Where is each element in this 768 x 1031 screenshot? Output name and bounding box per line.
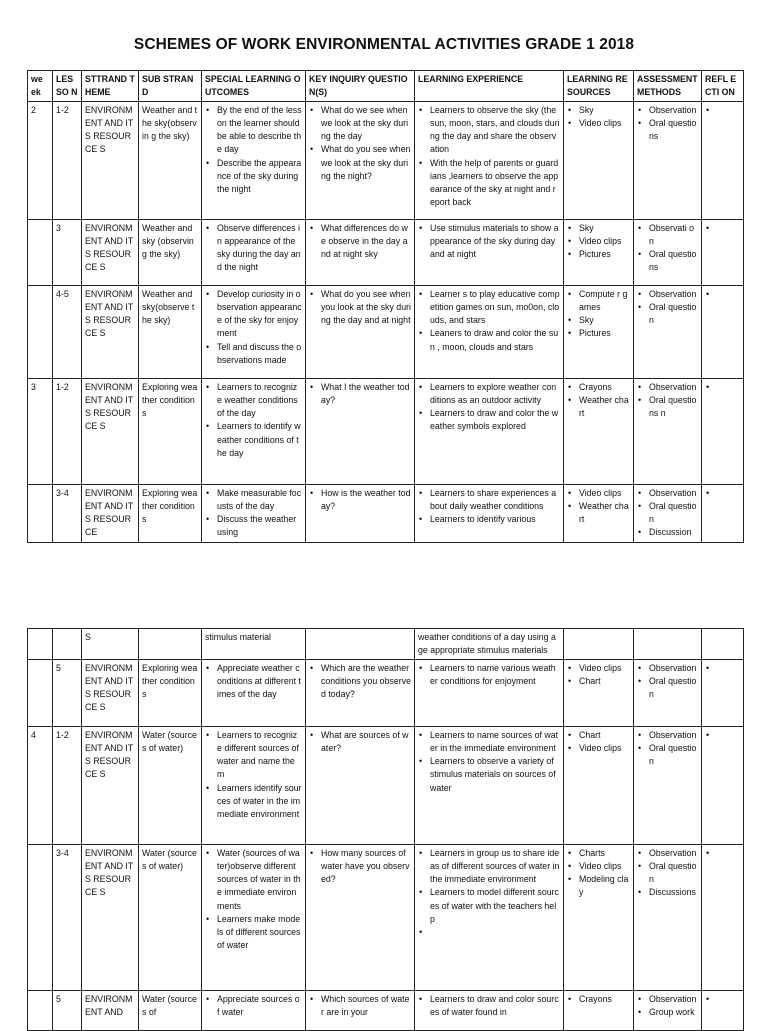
cell-week: 4 (28, 727, 53, 845)
cell-questions-list (309, 222, 411, 261)
list-item: • Make measurable focusts of the day (217, 487, 302, 513)
list-item: • Crayons (579, 993, 630, 1006)
cell-theme: S (82, 629, 139, 660)
cell-experience: weather conditions of a day using age appropriate stimulus materials (415, 629, 564, 660)
cell-lesson: 4-5 (53, 286, 82, 379)
cell-sub-strand: Weather and the sky(observin g the sky) (139, 102, 202, 220)
cell-theme: ENVIRONM ENT AND ITS RESOURCE S (82, 286, 139, 379)
cell-resources-list (567, 847, 630, 899)
cell-week (28, 286, 53, 379)
list-item: • By the end of the lesson the learner should be able to describe the day (217, 104, 302, 156)
cell-outcomes-list (205, 847, 302, 952)
cell-lesson: 5 (53, 660, 82, 727)
cell-outcomes (202, 727, 306, 845)
cell-outcomes-list (205, 104, 302, 196)
cell-lesson: 3-4 (53, 845, 82, 991)
list-item: • Oral questions n (649, 394, 698, 420)
list-item: • Learners to explore weather conditions as an outdoor activity (430, 381, 560, 407)
cell-questions-list (309, 487, 411, 513)
list-item: • Describe the appearance of the sky during the night (217, 157, 302, 196)
cell-resources-list (567, 729, 630, 755)
table-row (28, 102, 744, 220)
cell-sub-strand: Water (sources of (139, 991, 202, 1031)
cell-assessment (634, 845, 702, 991)
cell-reflection (702, 845, 744, 991)
list-item: • Video clips (579, 117, 630, 130)
cell-reflection (702, 102, 744, 220)
cell-resources (564, 220, 634, 286)
cell-resources (564, 379, 634, 485)
list-item: • Video clips (579, 487, 630, 500)
cell-sub-strand: Weather and sky (observing the sky) (139, 220, 202, 286)
cell-lesson: 3-4 (53, 485, 82, 542)
list-item: • Oral question (649, 860, 698, 886)
list-item: • What I the weather today? (321, 381, 411, 407)
cell-experience (415, 991, 564, 1031)
cell-week (28, 991, 53, 1031)
list-item: • Learners to name various weather conditions for enjoyment (430, 662, 560, 688)
list-item: • Develop curiosity in observation appearance of the sky for enjoyment (217, 288, 302, 340)
list-item: • Chart (579, 729, 630, 742)
cell-lesson: 1-2 (53, 727, 82, 845)
list-item: • Learners to recognize different sources of water and name them (217, 729, 302, 781)
list-item: • Appreciate weather conditions at different times of the day (217, 662, 302, 701)
scheme-table-page-2 (27, 628, 744, 1031)
list-item: • Leaners to draw and color the sun , moon, clouds and stars (430, 327, 560, 353)
document-title: SCHEMES OF WORK ENVIRONMENTAL ACTIVITIES GRADE 1 2018 (133, 36, 635, 53)
cell-experience-list (418, 729, 560, 794)
cell-experience (415, 845, 564, 991)
cell-experience (415, 102, 564, 220)
cell-assessment-list (637, 288, 698, 327)
table-row (28, 727, 744, 845)
cell-theme: ENVIRONM ENT AND ITS RESOURCE S (82, 845, 139, 991)
list-item: • Which sources of water are in your (321, 993, 411, 1019)
cell-resources (564, 845, 634, 991)
list-item: • Observation (649, 288, 698, 301)
header-inquiry-questions: KEY INQUIRY QUESTION(S) (306, 71, 415, 102)
list-item: • Discussion (649, 526, 698, 539)
list-item: • Oral questions (649, 117, 698, 143)
cell-sub-strand: Weather and sky(observe the sky) (139, 286, 202, 379)
list-item: • Learners to identify weather conditions of the day (217, 420, 302, 459)
cell-theme: ENVIRONM ENT AND (82, 991, 139, 1031)
header-lesson: LES SO N (53, 71, 82, 102)
cell-assessment (634, 991, 702, 1031)
cell-sub-strand: Exploring weather conditions (139, 660, 202, 727)
table-row (28, 660, 744, 727)
cell-assessment (634, 660, 702, 727)
cell-questions-list (309, 288, 411, 327)
cell-outcomes (202, 660, 306, 727)
cell-questions-list (309, 847, 411, 886)
scheme-table-page-1 (27, 70, 744, 543)
list-item: • Video clips (579, 860, 630, 873)
list-item: • Learners in group us to share ideas of different sources of water in the immediate environment (430, 847, 560, 886)
cell-reflection (702, 286, 744, 379)
list-item: • Pictures (579, 248, 630, 261)
cell-questions (306, 845, 415, 991)
cell-assessment-list (637, 104, 698, 143)
cell-experience-list (418, 847, 560, 926)
cell-outcomes-list (205, 381, 302, 460)
list-item: • Oral questions (649, 248, 698, 274)
list-item: • What are sources of water? (321, 729, 411, 755)
list-item: • How many sources of water have you observed? (321, 847, 411, 886)
cell-questions (306, 991, 415, 1031)
cell-experience (415, 727, 564, 845)
cell-resources-list (567, 222, 630, 261)
cell-questions (306, 727, 415, 845)
cell-resources-list (567, 993, 630, 1006)
cell-reflection (702, 485, 744, 542)
header-learning-experience: LEARNING EXPERIENCE (415, 71, 564, 102)
list-item: • Weather chart (579, 394, 630, 420)
list-item: • Observati on (649, 222, 698, 248)
list-item: • Sky (579, 314, 630, 327)
header-row (28, 71, 744, 102)
list-item: • What do you see when we look at the sky during the night? (321, 143, 411, 182)
header-strand-theme: STTRAND THEME (82, 71, 139, 102)
cell-experience-list (418, 487, 560, 526)
cell-experience-list (418, 288, 560, 353)
cell-theme: ENVIRONM ENT AND ITS RESOURCE S (82, 379, 139, 485)
cell-outcomes (202, 102, 306, 220)
header-assessment-methods: ASSESSMENT METHODS (634, 71, 702, 102)
list-item: • Sky (579, 222, 630, 235)
cell-experience (415, 286, 564, 379)
cell-theme: ENVIRONM ENT AND ITS RESOURCE S (82, 220, 139, 286)
list-item: • Learners to model different sources of water with the teachers help (430, 886, 560, 925)
cell-experience (415, 485, 564, 542)
cell-week (28, 845, 53, 991)
list-item: • Group work (649, 1006, 698, 1019)
list-item: • Discuss the weather using (217, 513, 302, 539)
cell-questions (306, 485, 415, 542)
list-item: • Oral question (649, 742, 698, 768)
cell-questions-list (309, 993, 411, 1019)
cell-week (28, 220, 53, 286)
cell-week (28, 485, 53, 542)
list-item: • Discussions (649, 886, 698, 899)
cell-questions (306, 220, 415, 286)
list-item: • Observation (649, 487, 698, 500)
cell-questions (306, 286, 415, 379)
cell-assessment-list (637, 662, 698, 701)
list-item: • Observation (649, 381, 698, 394)
list-item: • Observation (649, 662, 698, 675)
cell-lesson: 1-2 (53, 379, 82, 485)
list-item: • How is the weather today? (321, 487, 411, 513)
cell-reflection (702, 379, 744, 485)
cell-outcomes-list (205, 222, 302, 274)
list-item: • Observation (649, 104, 698, 117)
list-item: • Observation (649, 993, 698, 1006)
list-item: • Observation (649, 729, 698, 742)
list-item: • With the help of parents or guardians ,learners to observe the appearance of the sky at night and report back (430, 157, 560, 209)
list-item: • Learners to draw and color the weather symbols explored (430, 407, 560, 433)
list-item: • Oral question (649, 301, 698, 327)
cell-experience-list (418, 104, 560, 209)
cell-experience-list (418, 381, 560, 433)
cell-experience-list (418, 662, 560, 688)
cell-experience (415, 220, 564, 286)
cell-outcomes (202, 379, 306, 485)
cell-experience (415, 660, 564, 727)
cell-theme: ENVIRONM ENT AND ITS RESOURCE S (82, 727, 139, 845)
cell-outcomes (202, 220, 306, 286)
table-row (28, 220, 744, 286)
cell-sub-strand: Water (sources of water) (139, 845, 202, 991)
table-row (28, 845, 744, 991)
cell-assessment (634, 220, 702, 286)
cell-theme: ENVIRONM ENT AND ITS RESOURCE S (82, 660, 139, 727)
header-learning-resources: LEARNING RESOURCES (564, 71, 634, 102)
cell-reflection (702, 220, 744, 286)
cell-resources (564, 727, 634, 845)
cell-resources (564, 991, 634, 1031)
cell-outcomes (202, 991, 306, 1031)
list-item: • Observation (649, 847, 698, 860)
cell-lesson: 1-2 (53, 102, 82, 220)
list-item: • Weather chart (579, 500, 630, 526)
cell-outcomes-list (205, 288, 302, 367)
list-item: • Learners to draw and color sources of water found in (430, 993, 560, 1019)
cell-questions (306, 102, 415, 220)
cell-resources-list (567, 662, 630, 688)
cell-week: 3 (28, 379, 53, 485)
list-item: • Oral question (649, 675, 698, 701)
cell-assessment-list (637, 847, 698, 899)
cell-sub-strand: Water (sources of water) (139, 727, 202, 845)
cell-resources (564, 660, 634, 727)
cell-sub-strand: Exploring weather conditions (139, 379, 202, 485)
cell-outcomes (202, 845, 306, 991)
list-item: • Compute r games (579, 288, 630, 314)
cell-reflection (702, 727, 744, 845)
cell-outcomes (202, 485, 306, 542)
cell-lesson: 3 (53, 220, 82, 286)
list-item: • Learners to observe the sky (the sun, moon, stars, and clouds during the day and share the observation (430, 104, 560, 156)
table-body-page-1 (28, 102, 744, 542)
list-item: • Use stimulus materials to show appearance of the sky during day and at night (430, 222, 560, 261)
list-item: • Which are the weather conditions you observed today? (321, 662, 411, 701)
cell-lesson: 5 (53, 991, 82, 1031)
list-item: • Pictures (579, 327, 630, 340)
cell-assessment (634, 485, 702, 542)
cell-experience (415, 379, 564, 485)
list-item: • What differences do we observe in the day and at night sky (321, 222, 411, 261)
cell-assessment (634, 102, 702, 220)
cell-questions-list (309, 104, 411, 183)
cell-resources-list (567, 381, 630, 420)
list-item: • Oral question (649, 500, 698, 526)
list-item: • Learners to recognize weather conditions of the day (217, 381, 302, 420)
cell-assessment-list (637, 729, 698, 768)
list-item: • Observe differences in appearance of the sky during the day and the night (217, 222, 302, 274)
cell-outcomes-list (205, 729, 302, 821)
cell-theme: ENVIRONM ENT AND ITS RESOURCE (82, 485, 139, 542)
list-item: • Learners to share experiences about daily weather conditions (430, 487, 560, 513)
header-week: we ek (28, 71, 53, 102)
table-row (28, 379, 744, 485)
cell-theme: ENVIRONM ENT AND ITS RESOURCE S (82, 102, 139, 220)
cell-resources (564, 485, 634, 542)
cell-outcomes-list (205, 487, 302, 539)
cell-assessment-list (637, 487, 698, 539)
cell-resources (564, 102, 634, 220)
cell-week (28, 660, 53, 727)
cell-assessment (634, 286, 702, 379)
cell-assessment-list (637, 993, 698, 1019)
table-row-continued (28, 629, 744, 660)
cell-assessment-list (637, 381, 698, 420)
list-item: • What do we see when we look at the sky during the day (321, 104, 411, 143)
cell-resources (564, 286, 634, 379)
list-item: • Learners to observe a variety of stimulus materials on sources of water (430, 755, 560, 794)
list-item: • Sky (579, 104, 630, 117)
cell-questions (306, 660, 415, 727)
list-item: • Tell and discuss the observations made (217, 341, 302, 367)
cell-outcomes: stimulus material (202, 629, 306, 660)
cell-resources-list (567, 288, 630, 340)
list-item: • Water (sources of water)observe different sources of water in the immediate environments (217, 847, 302, 912)
list-item: • Learners to name sources of water in the immediate environment (430, 729, 560, 755)
cell-week: 2 (28, 102, 53, 220)
cell-questions-list (309, 729, 411, 755)
header-outcomes: SPECIAL LEARNING OUTCOMES (202, 71, 306, 102)
cell-outcomes (202, 286, 306, 379)
list-item: • Appreciate sources of water (217, 993, 302, 1019)
cell-questions (306, 379, 415, 485)
table-body-page-2 (28, 629, 744, 1031)
table-row (28, 485, 744, 542)
list-item: • Crayons (579, 381, 630, 394)
list-item: • What do you see when you look at the sky during the day and at night (321, 288, 411, 327)
list-item: • Learners make models of different sources of water (217, 913, 302, 952)
cell-resources-list (567, 487, 630, 526)
table-row (28, 286, 744, 379)
cell-experience-list (418, 222, 560, 261)
list-item: • Video clips (579, 742, 630, 755)
cell-outcomes-list (205, 993, 302, 1019)
cell-assessment (634, 379, 702, 485)
cell-resources-list (567, 104, 630, 130)
cell-assessment (634, 727, 702, 845)
header-reflection: REFL ECTI ON (702, 71, 744, 102)
table-row (28, 991, 744, 1031)
cell-questions-list (309, 662, 411, 701)
list-item: • Chart (579, 675, 630, 688)
cell-experience-list (418, 993, 560, 1019)
list-item: • Charts (579, 847, 630, 860)
header-sub-strand: SUB STRAND (139, 71, 202, 102)
list-item: • Learners to identify various (430, 513, 560, 526)
list-item: • Video clips (579, 662, 630, 675)
list-item: • Video clips (579, 235, 630, 248)
cell-outcomes-list (205, 662, 302, 701)
cell-questions-list (309, 381, 411, 407)
cell-reflection (702, 991, 744, 1031)
cell-sub-strand: Exploring weather conditions (139, 485, 202, 542)
list-item: • Learners identify sources of water in the immediate environment (217, 782, 302, 821)
cell-reflection (702, 660, 744, 727)
list-item: • Learner s to play educative competition games on sun, mo0on, clouds, and stars (430, 288, 560, 327)
cell-assessment-list (637, 222, 698, 274)
list-item: • Modeling clay (579, 873, 630, 899)
